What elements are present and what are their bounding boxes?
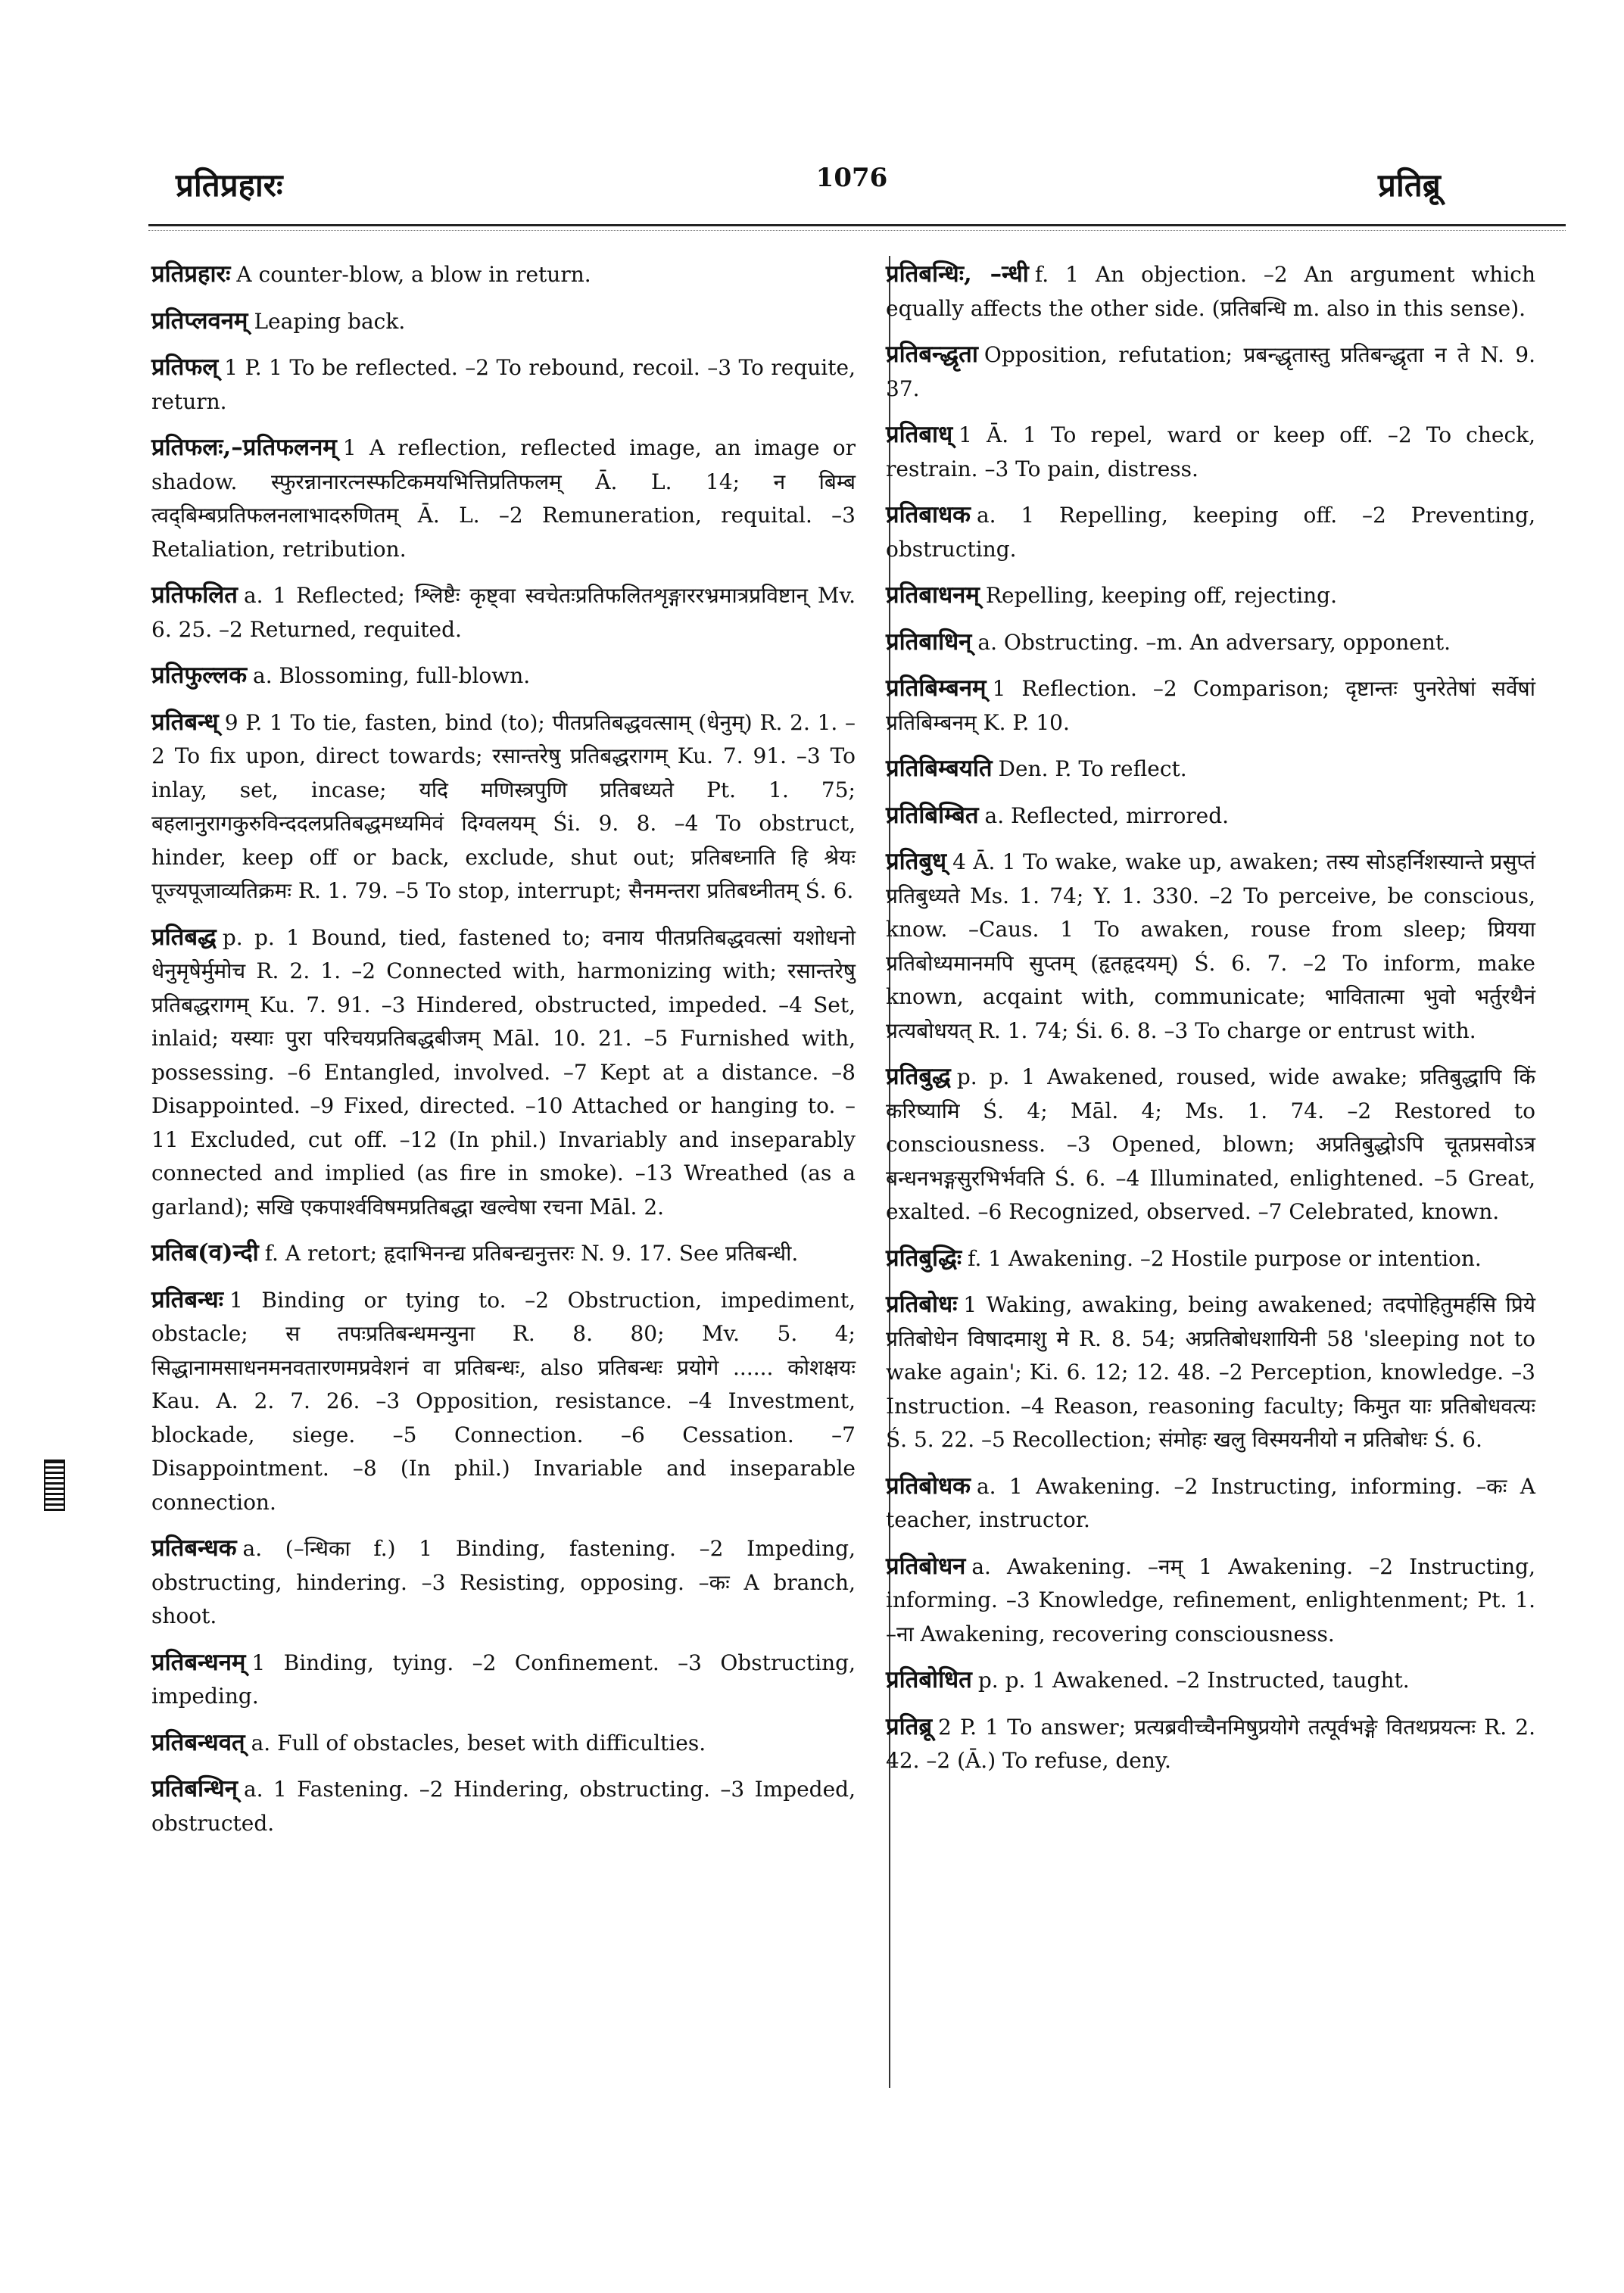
entry-headword: प्रतिबुद्धिः	[886, 1244, 962, 1272]
entry-headword: प्रतिबन्धनम्	[151, 1648, 246, 1676]
entry-headword: प्रतिबद्ध	[151, 923, 217, 951]
dictionary-entry	[151, 1531, 856, 1634]
dictionary-entry	[151, 1726, 856, 1761]
entry-definition: 9 P. 1 To tie, fasten, bind (to); पीतप्रतिबद्धवत्साम् (धेनुम्) R. 2. 1. –2 To fix upon, direct towards; रसान्तरेषु प्रतिबद्धरागम् Ku. 7. 91. –3 To inlay, set, incase; यदि मणिस्त्रपुणि प्रतिबध्यते Pt. 1. 75; बहलानुरागकुरुविन्ददलप्रतिबद्धमध्यमिवं दिग्वलयम् Śi. 9. 8. –4 To obstruct, hinder, keep off or back, exclude, shut out; प्रतिबध्नाति हि श्रेयः पूज्यपूजाव्यतिक्रमः R. 1. 79. –5 To stop, interrupt; सैनमन्तरा प्रतिबध्नीतम् Ś. 6.	[151, 709, 856, 903]
entry-definition: f. 1 An objection. –2 An argument which equally affects the other side. (प्रतिबन्धि m. also in this sense).	[886, 262, 1536, 321]
entry-definition: Leaping back.	[254, 308, 406, 334]
entry-definition: 2 P. 1 To answer; प्रत्यब्रवीच्चैनमिषुप्रयोगे तत्पूर्वभङ्गे वितथप्रयत्नः R. 2. 42. –2 (Ā.) To refuse, deny.	[886, 1714, 1535, 1773]
dictionary-entry	[151, 431, 856, 566]
dictionary-entry	[151, 350, 856, 419]
entry-definition: Repelling, keeping off, rejecting.	[985, 583, 1338, 608]
page-number: 1076	[815, 163, 888, 193]
entry-headword: प्रतिप्रहारः	[151, 260, 231, 288]
entry-definition: p. p. 1 Bound, tied, fastened to; वनाय पीतप्रतिबद्धवत्सां यशोधनो धेनुमृषेर्मुमोच R. 2. 1. –2 Connected with, harmonizing with; रसान्तरेषु प्रतिबद्धरागम् Ku. 7. 91. –3 Hindered, obstructed, impeded. –4 Set, inlaid; यस्याः पुरा परिचयप्रतिबद्धबीजम् Māl. 10. 21. –5 Furnished with, possessing. –6 Entangled, involved. –7 Kept at a distance. –8 Disappointed. –9 Fixed, directed. –10 Attached or hanging to. –11 Excluded, cut off. –12 (In phil.) Invariably and inseparably connected and implied (as fire in smoke). –13 Wreathed (as a garland); सखि एकपार्श्वविषमप्रतिबद्धा खल्वेषा रचना Māl. 2.	[151, 924, 856, 1220]
entry-headword: प्रतिबुद्ध	[886, 1063, 951, 1090]
entry-definition: a. 1 Repelling, keeping off. –2 Preventing, obstructing.	[886, 503, 1535, 562]
entry-definition: a. Blossoming, full-blown.	[253, 663, 531, 688]
entry-definition: a. 1 Awakening. –2 Instructing, informing. –कः A teacher, instructor.	[886, 1473, 1535, 1532]
entry-headword: प्रतिबन्ध्	[151, 708, 219, 736]
dictionary-entry	[151, 304, 856, 339]
dictionary-entry	[886, 1242, 1535, 1276]
entry-headword: प्रतिबिम्बित	[886, 801, 979, 829]
entry-headword: प्रतिबोधः	[886, 1291, 958, 1318]
entry-definition: f. A retort; हृदाभिनन्द्य प्रतिबन्द्यनुत्तरः N. 9. 17. See प्रतिबन्धी.	[264, 1241, 799, 1266]
entry-headword: प्रतिबन्द्धृता	[886, 341, 978, 368]
entry-headword: प्रतिबोधित	[886, 1666, 972, 1693]
entry-headword: प्रतिब्रू	[886, 1712, 933, 1740]
entry-headword: प्रतिबोधन	[886, 1552, 966, 1580]
dictionary-entry	[151, 706, 856, 908]
right-column	[886, 257, 1535, 1790]
entry-headword: प्रतिफुल्लक	[151, 662, 248, 689]
entry-definition: a. Full of obstacles, beset with difficulties.	[251, 1730, 706, 1756]
entry-definition: p. p. 1 Awakened, roused, wide awake; प्रतिबुद्धापि किं करिष्यामि Ś. 4; Māl. 4; Ms. 1. 74. –2 Restored to consciousness. –3 Opened, blown; अप्रतिबुद्धोऽपि चूतप्रसवोऽत्र बन्धनभङ्गसुरभिर्भवति Ś. 6. –4 Illuminated, enlightened. –5 Great, exalted. –6 Recognized, observed. –7 Celebrated, known.	[886, 1064, 1535, 1224]
dictionary-entry	[151, 578, 856, 646]
entry-headword: प्रतिफलः,–प्रतिफलनम्	[151, 434, 337, 461]
entry-headword: प्रतिबोधक	[886, 1472, 971, 1500]
entry-headword: प्रतिबन्धवत्	[151, 1728, 245, 1756]
entry-definition: 4 Ā. 1 To wake, wake up, awaken; तस्य सोऽहर्निशस्यान्ते प्रसुप्तं प्रतिबुध्यते Ms. 1. 74; Y. 1. 330. –2 To perceive, be conscious, know. –Caus. 1 To awaken, rouse from sleep; प्रियया प्रतिबोध्यमानमपि सुप्तम् (हृतहृदयम्) Ś. 6. 7. –2 To inform, make known, acqaint with, communicate; भावितात्मा भुवो भर्तुरथैनं प्रत्यबोधयत् R. 1. 74; Śi. 6. 8. –3 To charge or entrust with.	[886, 849, 1535, 1043]
running-head	[0, 163, 1624, 216]
dictionary-entry	[151, 659, 856, 693]
dictionary-entry	[886, 625, 1535, 660]
entry-headword: प्रतिप्लवनम्	[151, 307, 248, 335]
entry-headword: प्रतिबाधनम्	[886, 581, 980, 609]
entry-definition: 1 Binding or tying to. –2 Obstruction, impediment, obstacle; स तपःप्रतिबन्धमन्युना R. 8. 80; Mv. 5. 4; सिद्धानामसाधनमनवतारणमप्रवेशनं वा प्रतिबन्धः, also प्रतिबन्धः प्रयोगे ...... कोशक्षयः Kau. A. 2. 7. 26. –3 Opposition, resistance. –4 Investment, blockade, siege. –5 Connection. –6 Cessation. –7 Disappointment. –8 (In phil.) Invariable and inseparable connection.	[151, 1287, 856, 1515]
entry-definition: 1 Binding, tying. –2 Confinement. –3 Obstructing, impeding.	[151, 1650, 856, 1709]
entry-definition: p. p. 1 Awakened. –2 Instructed, taught.	[977, 1668, 1410, 1693]
right-running-headword: प्रतिब्रू	[1378, 167, 1441, 204]
dictionary-entry	[886, 752, 1535, 787]
dictionary-entry	[151, 257, 856, 292]
entry-headword: प्रतिफल्	[151, 354, 219, 381]
dictionary-entry	[886, 257, 1535, 326]
entry-definition: a. (–न्धिका f.) 1 Binding, fastening. –2 Impeding, obstructing, hindering. –3 Resisting, opposing. –कः A branch, shoot.	[151, 1536, 856, 1628]
entry-headword: प्रतिफलित	[151, 581, 238, 609]
entry-definition: a. 1 Reflected; श्लिष्टैः कृष्ट्वा स्वचेतःप्रतिफलितशृङ्गाररभ्रमात्रप्रविष्टान् Mv. 6. 25. –2 Returned, requited.	[151, 583, 856, 642]
dictionary-entry	[886, 498, 1535, 566]
header-dotted-rule	[148, 230, 1566, 231]
entry-headword: प्रतिब(व)न्दी	[151, 1239, 259, 1266]
dictionary-entry	[151, 1772, 856, 1840]
dictionary-entry	[151, 921, 856, 1225]
entry-definition: 1 Waking, awaking, being awakened; तदपोहितुमर्हसि प्रिये प्रतिबोधेन विषादमाशु मे R. 8. 54; अप्रतिबोधशायिनी 58 'sleeping not to wake again'; Ki. 6. 12; 12. 48. –2 Perception, knowledge. –3 Instruction. –4 Reason, reasoning faculty; किमुत याः प्रतिबोधवत्यः Ś. 5. 22. –5 Recollection; संमोहः खलु विस्मयनीयो न प्रतिबोधः Ś. 6.	[886, 1292, 1535, 1452]
dictionary-entry	[886, 1288, 1535, 1457]
dictionary-entry	[886, 578, 1535, 613]
entry-definition: 1 P. 1 To be reflected. –2 To rebound, recoil. –3 To requite, return.	[151, 355, 856, 414]
dictionary-entry	[151, 1283, 856, 1520]
entry-definition: a. Obstructing. –m. An adversary, opponent.	[977, 629, 1451, 655]
header-rule	[148, 224, 1566, 226]
entry-definition: a. Reflected, mirrored.	[984, 802, 1230, 828]
entry-definition: 1 A reflection, reflected image, an image or shadow. स्फुरन्नानारत्नस्फटिकमयभित्तिप्रतिफलम् Ā. L. 14; न बिम्ब त्वद्‌बिम्बप्रतिफलनलाभादरुणितम् Ā. L. –2 Remuneration, requital. –3 Retaliation, retribution.	[151, 435, 856, 562]
entry-headword: प्रतिबाधक	[886, 501, 971, 528]
dictionary-entry	[886, 1710, 1535, 1778]
dictionary-entry	[886, 671, 1535, 740]
entry-definition: A counter-blow, a blow in return.	[236, 262, 591, 287]
dictionary-entry	[151, 1646, 856, 1714]
dictionary-entry	[886, 1469, 1535, 1537]
dictionary-entry	[886, 845, 1535, 1048]
entry-headword: प्रतिबाधिन्	[886, 628, 972, 656]
dictionary-entry	[886, 418, 1535, 486]
entry-definition: a. Awakening. –नम् 1 Awakening. –2 Instructing, informing. –3 Knowledge, refinement, enlightenment; Pt. 1. –ना Awakening, recovering consciousness.	[886, 1553, 1535, 1647]
dictionary-entry	[886, 1060, 1535, 1229]
entry-definition: Opposition, refutation; प्रबन्द्धृतास्तु प्रतिबन्द्धृता न ते N. 9. 37.	[886, 342, 1535, 401]
margin-binding-mark	[44, 1460, 65, 1511]
dictionary-entry	[886, 799, 1535, 833]
entry-headword: प्रतिबाध्	[886, 421, 953, 448]
entry-headword: प्रतिबन्धक	[151, 1534, 237, 1562]
entry-headword: प्रतिबन्धिन्	[151, 1775, 238, 1802]
entry-definition: Den. P. To reflect.	[998, 756, 1187, 781]
left-running-headword: प्रतिप्रहारः	[176, 167, 283, 204]
left-column	[151, 257, 856, 1852]
dictionary-entry	[886, 1663, 1535, 1698]
entry-headword: प्रतिबिम्बनम्	[886, 675, 987, 702]
entry-definition: 1 Reflection. –2 Comparison; दृष्टान्तः पुनरेतेषां सर्वेषां प्रतिबिम्बनम् K. P. 10.	[886, 676, 1535, 735]
dictionary-entry	[886, 338, 1535, 406]
entry-definition: 1 Ā. 1 To repel, ward or keep off. –2 To check, restrain. –3 To pain, distress.	[886, 422, 1535, 481]
dictionary-entry	[151, 1236, 856, 1271]
entry-headword: प्रतिबुध्	[886, 848, 947, 875]
entry-definition: a. 1 Fastening. –2 Hindering, obstructing. –3 Impeded, obstructed.	[151, 1777, 856, 1836]
entry-headword: प्रतिबन्धः	[151, 1285, 223, 1313]
entry-headword: प्रतिबन्धिः, –न्धी	[886, 260, 1029, 288]
entry-headword: प्रतिबिम्बयति	[886, 755, 993, 782]
dictionary-entry	[886, 1550, 1535, 1652]
entry-definition: f. 1 Awakening. –2 Hostile purpose or intention.	[968, 1245, 1482, 1271]
